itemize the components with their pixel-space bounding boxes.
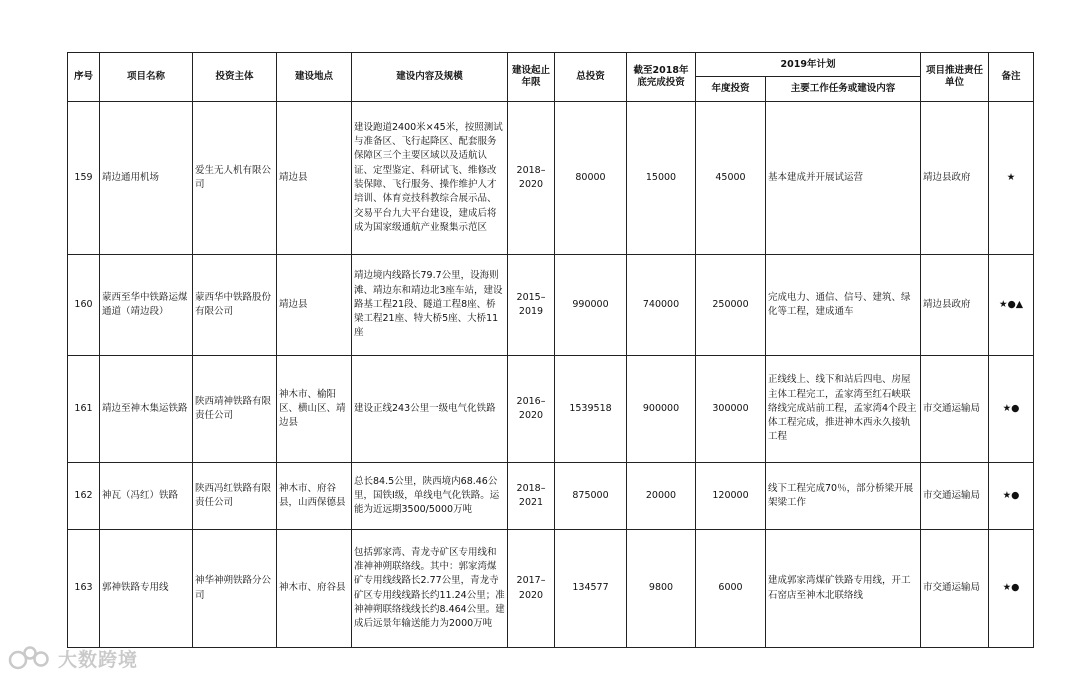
header-total: 总投资 [555, 53, 627, 102]
cell-period: 2016–2020 [508, 356, 555, 463]
cell-responsible: 市交通运输局 [921, 356, 989, 463]
cell-responsible: 市交通运输局 [921, 530, 989, 648]
cell-investor: 神华神朔铁路分公司 [193, 530, 277, 648]
table-row [68, 356, 1034, 463]
cell-completed: 740000 [627, 255, 696, 356]
watermark-logo-icon [8, 644, 52, 672]
cell-investor: 爱生无人机有限公司 [193, 102, 277, 255]
cell-name: 蒙西至华中铁路运煤通道（靖边段） [100, 255, 193, 356]
cell-seq: 161 [68, 356, 100, 463]
cell-period: 2018–2021 [508, 463, 555, 530]
table-row [68, 463, 1034, 530]
header-location: 建设地点 [277, 53, 352, 102]
cell-completed: 15000 [627, 102, 696, 255]
cell-tasks: 基本建成并开展试运营 [766, 102, 921, 255]
watermark [8, 643, 138, 673]
cell-content: 靖边境内线路长79.7公里，设海则滩、靖边东和靖边北3座车站，建设路基工程21段、隧道工程8座、桥梁工程21座、特大桥5座、大桥11座 [352, 255, 508, 356]
cell-name: 神瓦（冯红）铁路 [100, 463, 193, 530]
cell-period: 2018–2020 [508, 102, 555, 255]
cell-remarks: ★● [989, 356, 1034, 463]
cell-location: 神木市、府谷县 [277, 530, 352, 648]
header-seq: 序号 [68, 53, 100, 102]
table-row [68, 102, 1034, 255]
cell-annual: 250000 [696, 255, 766, 356]
cell-name: 靖边至神木集运铁路 [100, 356, 193, 463]
cell-total: 1539518 [555, 356, 627, 463]
cell-investor: 陕西冯红铁路有限责任公司 [193, 463, 277, 530]
cell-location: 靖边县 [277, 255, 352, 356]
cell-annual: 45000 [696, 102, 766, 255]
project-table [67, 52, 1034, 648]
cell-responsible: 靖边县政府 [921, 255, 989, 356]
cell-annual: 6000 [696, 530, 766, 648]
cell-content: 总长84.5公里，陕西境内68.46公里，国铁Ⅰ级，单线电气化铁路。运能为近远期3500/5000万吨 [352, 463, 508, 530]
header-period: 建设起止年限 [508, 53, 555, 102]
cell-total: 80000 [555, 102, 627, 255]
table-row [68, 530, 1034, 648]
cell-completed: 9800 [627, 530, 696, 648]
header-annual: 年度投资 [696, 77, 766, 102]
header-plan-2019: 2019年计划 [696, 53, 921, 77]
cell-remarks: ★ [989, 102, 1034, 255]
cell-period: 2015–2019 [508, 255, 555, 356]
cell-period: 2017–2020 [508, 530, 555, 648]
cell-completed: 900000 [627, 356, 696, 463]
cell-seq: 159 [68, 102, 100, 255]
cell-total: 990000 [555, 255, 627, 356]
header-responsible: 项目推进责任单位 [921, 53, 989, 102]
cell-remarks: ★● [989, 463, 1034, 530]
cell-content: 建设跑道2400米×45米，按照测试与准备区、飞行起降区、配套服务保障区三个主要区域以及适航认证、定型鉴定、科研试飞、维修改装保障、飞行服务、操作维护人才培训、体育竞技科教综合展示品、交易平台九大平台建设，建成后将成为国家级通航产业聚集示范区 [352, 102, 508, 255]
cell-location: 神木市、榆阳区、横山区、靖边县 [277, 356, 352, 463]
cell-location: 靖边县 [277, 102, 352, 255]
header-completed: 截至2018年底完成投资 [627, 53, 696, 102]
cell-investor: 陕西靖神铁路有限责任公司 [193, 356, 277, 463]
cell-total: 875000 [555, 463, 627, 530]
cell-tasks: 建成郭家湾煤矿铁路专用线，开工石窑店至神木北联络线 [766, 530, 921, 648]
cell-responsible: 靖边县政府 [921, 102, 989, 255]
cell-total: 134577 [555, 530, 627, 648]
header-tasks: 主要工作任务或建设内容 [766, 77, 921, 102]
cell-seq: 160 [68, 255, 100, 356]
cell-content: 建设正线243公里一级电气化铁路 [352, 356, 508, 463]
cell-seq: 163 [68, 530, 100, 648]
header-remarks: 备注 [989, 53, 1034, 102]
cell-annual: 300000 [696, 356, 766, 463]
header-investor: 投资主体 [193, 53, 277, 102]
cell-location: 神木市、府谷县，山西保德县 [277, 463, 352, 530]
cell-content: 包括郭家湾、青龙寺矿区专用线和准神神朔联络线。其中：郭家湾煤矿专用线线路长2.77公里，青龙寺矿区专用线线路长约11.24公里；准神神朔联络线线长约8.464公里。建成后远景年输送能力为2000万吨 [352, 530, 508, 648]
cell-remarks: ★●▲ [989, 255, 1034, 356]
header-name: 项目名称 [100, 53, 193, 102]
header-content: 建设内容及规模 [352, 53, 508, 102]
cell-responsible: 市交通运输局 [921, 463, 989, 530]
cell-tasks: 线下工程完成70％，部分桥梁开展架梁工作 [766, 463, 921, 530]
cell-remarks: ★● [989, 530, 1034, 648]
table-row [68, 255, 1034, 356]
cell-seq: 162 [68, 463, 100, 530]
cell-investor: 蒙西华中铁路股份有限公司 [193, 255, 277, 356]
watermark-text: 大数跨境 [58, 648, 139, 671]
cell-name: 靖边通用机场 [100, 102, 193, 255]
cell-tasks: 完成电力、通信、信号、建筑、绿化等工程，建成通车 [766, 255, 921, 356]
cell-annual: 120000 [696, 463, 766, 530]
cell-tasks: 正线线上、线下和站后四电、房屋主体工程完工，孟家湾至红石峡联络线完成站前工程，孟家湾4个段主体工程完成，推进神木西永久接轨工程 [766, 356, 921, 463]
cell-name: 郭神铁路专用线 [100, 530, 193, 648]
cell-completed: 20000 [627, 463, 696, 530]
